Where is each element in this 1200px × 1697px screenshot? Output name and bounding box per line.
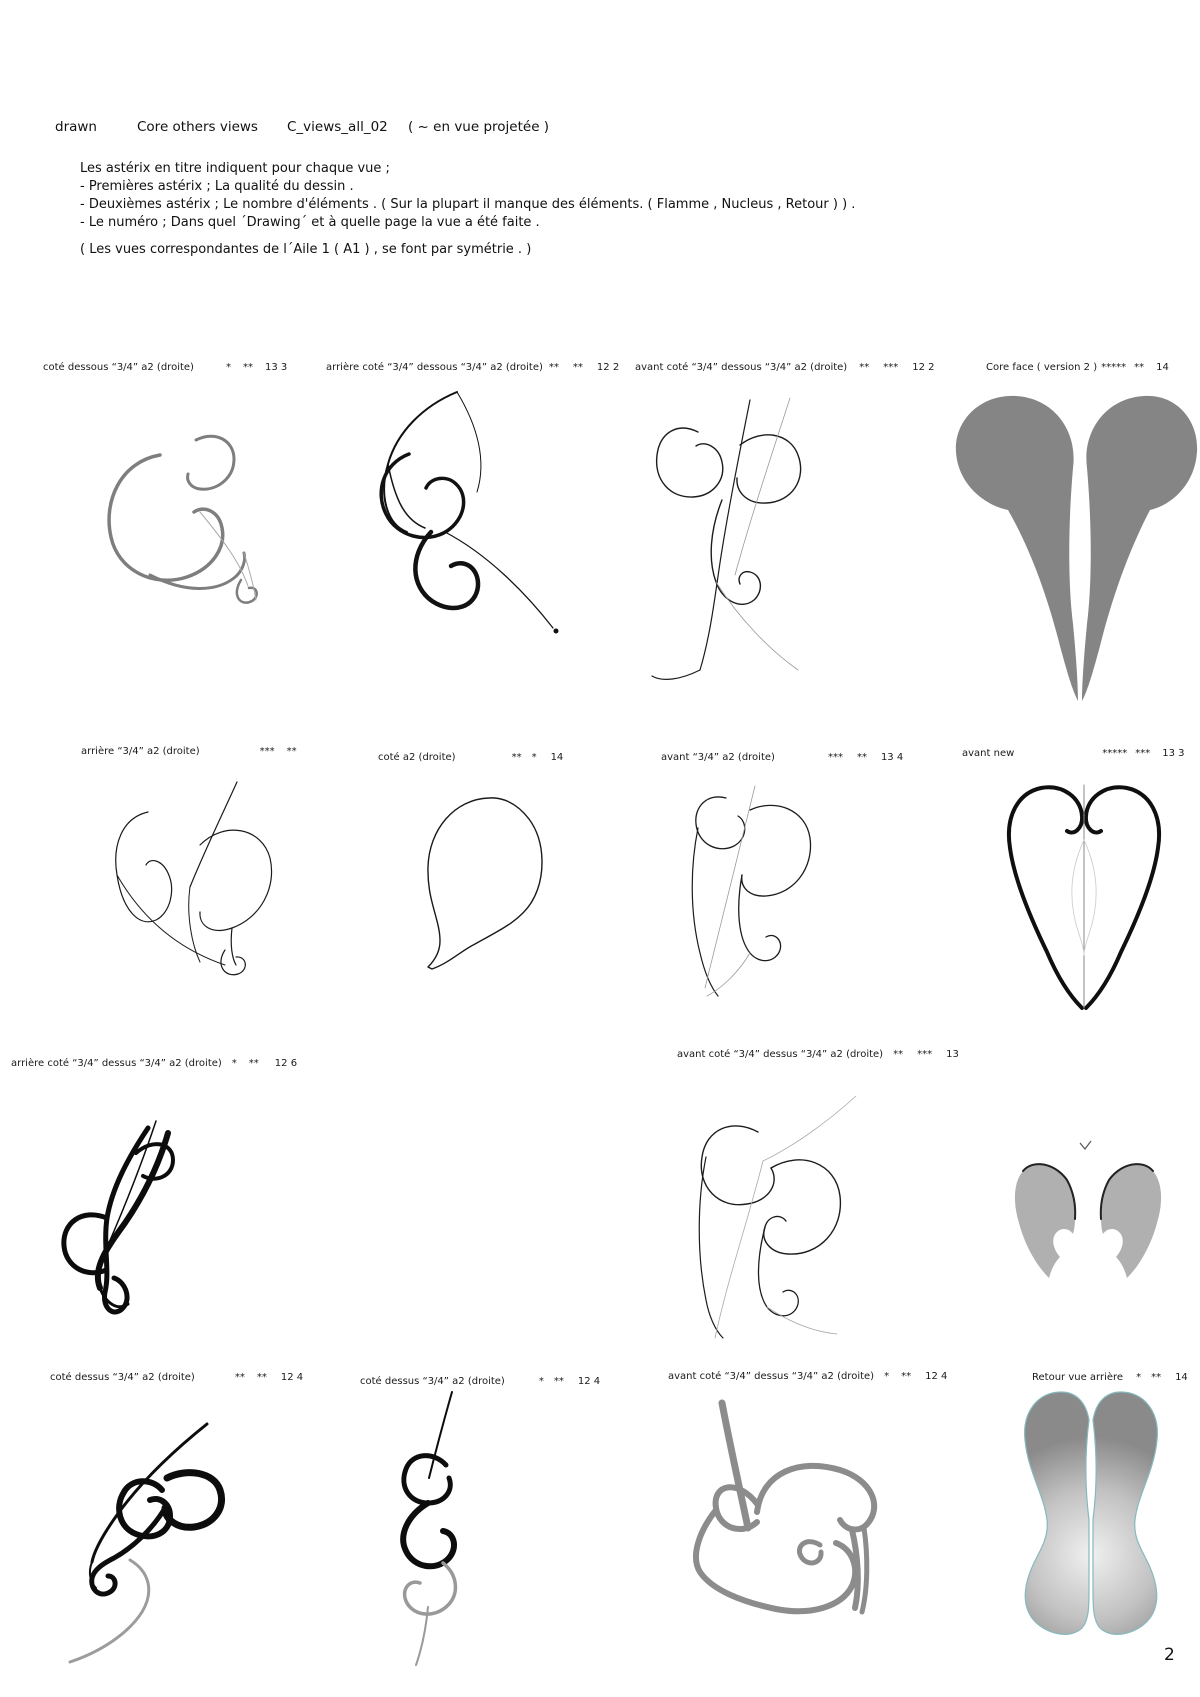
caption-stars-quality: *** <box>827 752 843 763</box>
caption-label: arrière coté “3/4” dessus “3/4” a2 (droite) <box>11 1058 222 1069</box>
caption-label: arrière coté “3/4” dessous “3/4” a2 (droite) <box>326 362 543 373</box>
caption-stars-elements: ** <box>901 1371 912 1382</box>
sketch-wings <box>1015 1141 1161 1278</box>
header-drawn-label: drawn <box>55 119 97 135</box>
caption-stars-quality: * <box>884 1371 890 1382</box>
caption-stars-elements: ** <box>248 1058 259 1069</box>
page-number: 2 <box>1164 1645 1175 1665</box>
caption-stars-elements: *** <box>883 362 899 373</box>
sketch-cote-dessus-2 <box>403 1392 455 1665</box>
caption-stars-elements: ** <box>242 362 253 373</box>
caption-stars-elements: ** <box>553 1376 564 1387</box>
caption-label: coté dessus “3/4” a2 (droite) <box>360 1376 505 1387</box>
caption-page-ref: 12 4 <box>577 1376 601 1387</box>
caption-page-ref: 12 2 <box>912 362 935 373</box>
sketch-arriere-cote-dessous <box>381 392 558 634</box>
caption-stars-quality: *** <box>259 746 275 757</box>
caption-stars-quality: ** <box>893 1049 904 1060</box>
caption-page-ref: 13 4 <box>880 752 904 763</box>
caption-page-ref: 13 3 <box>264 362 288 373</box>
sketch-retour-vue-arriere <box>1025 1392 1158 1634</box>
v-mark <box>1080 1141 1091 1149</box>
caption-label: avant coté “3/4” dessous “3/4” a2 (droite) <box>635 362 848 373</box>
caption-stars-quality: * <box>231 1058 237 1069</box>
sketch-avant-34 <box>692 786 810 996</box>
caption-stars-quality: ***** <box>1102 748 1128 759</box>
caption-stars-elements: ** <box>286 746 297 757</box>
header-title: Core others views <box>137 119 258 135</box>
caption-label: coté dessous “3/4” a2 (droite) <box>43 362 194 373</box>
caption-page-ref: 13 3 <box>1162 748 1185 759</box>
caption-stars-elements: ** <box>856 752 867 763</box>
legend-line-4: - Le numéro ; Dans quel ´Drawing´ et à quelle page la vue a été faite . <box>80 215 540 230</box>
caption-label: avant coté “3/4” dessus “3/4” a2 (droite) <box>677 1049 884 1060</box>
caption-stars-quality: * <box>538 1376 544 1387</box>
caption-stars-quality: ** <box>859 362 870 373</box>
caption-stars-quality: * <box>225 362 231 373</box>
caption-label: avant “3/4” a2 (droite) <box>661 752 775 763</box>
caption-stars-elements: ** <box>1151 1372 1162 1383</box>
header-filename: C_views_all_02 <box>287 119 388 135</box>
caption-label: avant coté “3/4” dessus “3/4” a2 (droite) <box>668 1371 875 1382</box>
caption-label: coté dessus “3/4” a2 (droite) <box>50 1372 195 1383</box>
caption-stars-elements: *** <box>1135 748 1151 759</box>
sketch-cote-a2 <box>428 798 542 969</box>
caption-page-ref: 12 4 <box>925 1371 948 1382</box>
caption-label: Retour vue arrière <box>1032 1372 1124 1383</box>
symmetry-note: ( Les vues correspondantes de l´Aile 1 ( A1 ) , se font par symétrie . ) <box>80 242 532 257</box>
caption-stars-elements: * <box>531 752 537 763</box>
caption-page-ref: 12 4 <box>280 1372 304 1383</box>
sketch-avant-new <box>1009 785 1159 1008</box>
caption-stars-quality: ** <box>234 1372 245 1383</box>
legend-line-2: - Premières astérix ; La qualité du dessin . <box>80 179 354 194</box>
caption-stars-elements: *** <box>917 1049 933 1060</box>
caption-stars-elements: ** <box>1134 362 1145 373</box>
sketch-avant-cote-dessus-2 <box>696 1403 874 1612</box>
caption-page-ref: 12 2 <box>596 362 620 373</box>
sketch-core-face <box>956 396 1197 701</box>
caption-stars-quality: ***** <box>1101 362 1127 373</box>
legend-line-1: Les astérix en titre indiquent pour chaque vue ; <box>80 161 390 176</box>
sketch-cote-dessous-34 <box>109 436 257 602</box>
caption-page-ref: 13 <box>946 1049 959 1060</box>
caption-page-ref: 12 6 <box>274 1058 298 1069</box>
caption-stars-elements: ** <box>256 1372 267 1383</box>
caption-page-ref: 14 <box>1156 362 1169 373</box>
caption-label: arrière “3/4” a2 (droite) <box>81 746 200 757</box>
caption-stars-quality: * <box>1136 1372 1142 1383</box>
caption-stars-quality: ** <box>511 752 522 763</box>
caption-page-ref: 14 <box>550 752 564 763</box>
sketch-arriere-34 <box>116 782 272 975</box>
caption-label: Core face ( version 2 ) <box>986 362 1098 373</box>
sketch-cote-dessus-1 <box>70 1424 222 1662</box>
sketch-arriere-cote-dessus <box>64 1121 173 1312</box>
caption-page-ref: 14 <box>1175 1372 1188 1383</box>
caption-stars-elements: ** <box>572 362 583 373</box>
legend-line-3: - Deuxièmes astérix ; Le nombre d'éléments . ( Sur la plupart il manque des éléments. ( Flamme , Nucleus , Retour ) ) . <box>80 197 856 212</box>
caption-stars-quality: ** <box>548 362 559 373</box>
header-projection-note: ( ~ en vue projetée ) <box>408 119 550 135</box>
sketch-avant-cote-dessus <box>699 1096 856 1338</box>
caption-label: coté a2 (droite) <box>378 752 456 763</box>
sketch-avant-cote-dessous <box>652 398 801 679</box>
caption-label: avant new <box>962 748 1015 759</box>
